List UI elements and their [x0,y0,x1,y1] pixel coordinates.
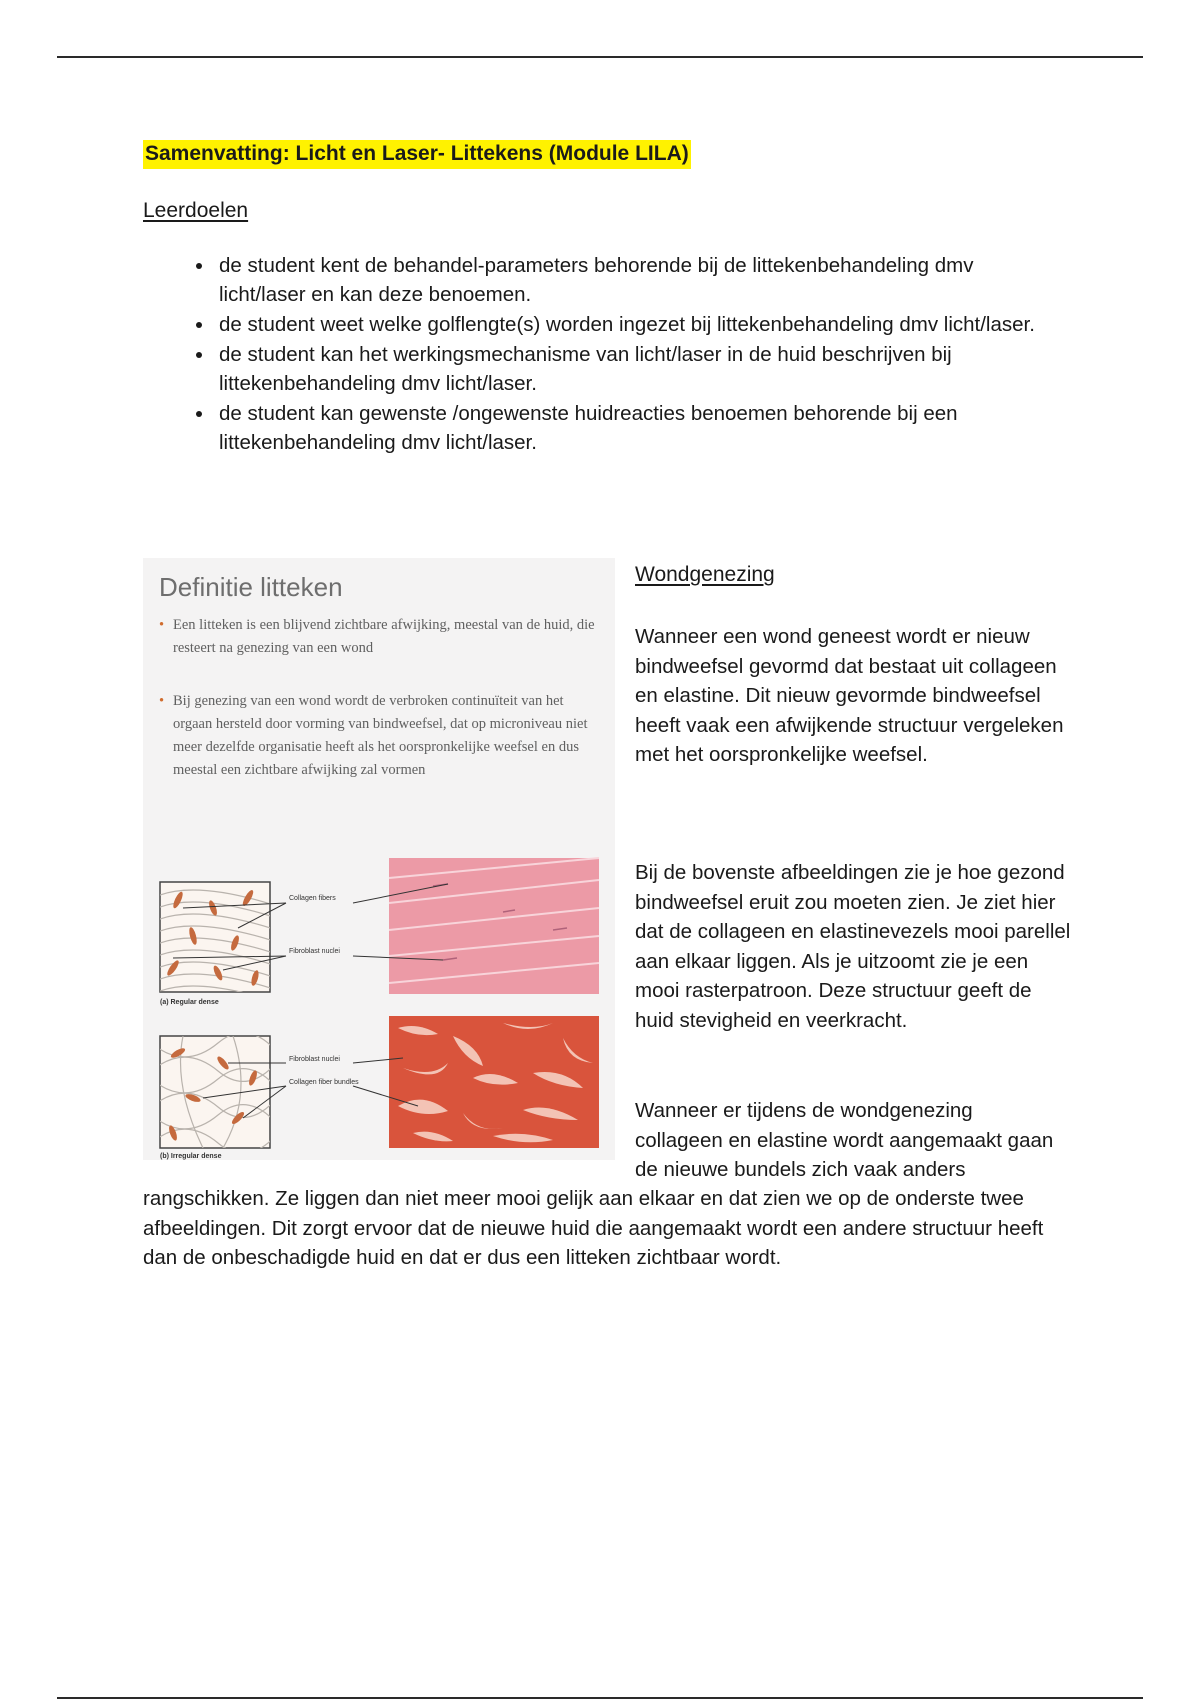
wound-healing-paragraph-1: Wanneer een wond geneest wordt er nieuw bindweefsel gevormd dat bestaat uit collageen en elastine. Dit nieuw gevormde bindweefsel heeft vaak een afwijkende structuur vergeleken met het oorspronkelijke weefsel. [635,625,1064,766]
collagen-fibers-label: Collagen fibers [289,895,336,902]
learning-goals-heading: Leerdoelen [143,199,249,222]
list-item: • de student kan gewenste /ongewenste huidreacties benoemen behorende bij een littekenbehandeling dmv licht/laser. [215,399,1063,457]
fibroblast-nuclei-label: Fibroblast nuclei [289,948,340,955]
figure-bullet-text: Bij genezing van een wond wordt de verbroken continuïteit van het orgaan hersteld door vorming van bindweefsel, dat op microniveau niet meer dezelfde organisatie heeft als het oorspronkelijke weefsel en dus meestal een zichtbare afwijking zal vormen [173,693,588,778]
list-item: • de student kent de behandel-parameters behorende bij de littekenbehandeling dmv licht/laser en kan deze benoemen. [215,251,1063,309]
learning-goals-list [143,251,1063,457]
irregular-dense-micrograph [353,1016,599,1148]
wound-healing-paragraph-3-start: Wanneer er tijdens de wondgenezing collageen en elastine wordt aangemaakt gaan de nieuwe bundels zich vaak anders [635,1099,1054,1181]
footer-rule [57,1697,1143,1699]
figure-bullet-text: Een litteken is een blijvend zichtbare afwijking, meestal van de huid, die resteert na genezing van een wond [173,617,595,656]
list-item: • de student kan het werkingsmechanisme van licht/laser in de huid beschrijven bij littekenbehandeling dmv licht/laser. [215,340,1063,398]
wound-healing-paragraph-3-end: rangschikken. Ze liggen dan niet meer mooi gelijk aan elkaar en dat zien we op de onderste twee afbeeldingen. Dit zorgt ervoor dat de nieuwe huid die aangemaakt wordt een andere structuur heeft dan de onbeschadigde huid en dat er dus een litteken zichtbaar wordt. [143,1187,1044,1269]
scar-definition-figure [143,558,615,1160]
list-item: • de student weet welke golflengte(s) worden ingezet bij littekenbehandeling dmv licht/laser. [215,310,1063,339]
collagen-fiber-bundles-label: Collagen fiber bundles [289,1079,359,1086]
regular-dense-label: (a) Regular dense [160,999,219,1006]
regular-dense-drawing [153,882,286,1004]
page-title: Samenvatting: Licht en Laser- Littekens (Module LILA) [143,140,691,169]
figure-title: Definitie litteken [159,572,343,602]
fibroblast-nuclei-label-b: Fibroblast nuclei [289,1056,340,1063]
irregular-dense-drawing [158,1033,286,1154]
histology-illustration [143,558,615,1160]
regular-dense-micrograph [353,858,599,994]
wound-healing-paragraph-2: Bij de bovenste afbeeldingen zie je hoe gezond bindweefsel eruit zou moeten zien. Je ziet hier dat de collageen en elastinevezels mooi parellel aan elkaar liggen. Als je uitzoomt zie je een mooi rasterpatroon. Deze structuur geeft de huid stevigheid en veerkracht. [635,861,1071,1032]
wound-healing-heading: Wondgenezing [635,563,775,586]
bullet-icon: • [159,617,165,633]
bullet-icon: • [159,693,165,709]
header-rule [57,56,1143,58]
irregular-dense-label: (b) Irregular dense [160,1153,222,1160]
document-body [143,140,1063,458]
